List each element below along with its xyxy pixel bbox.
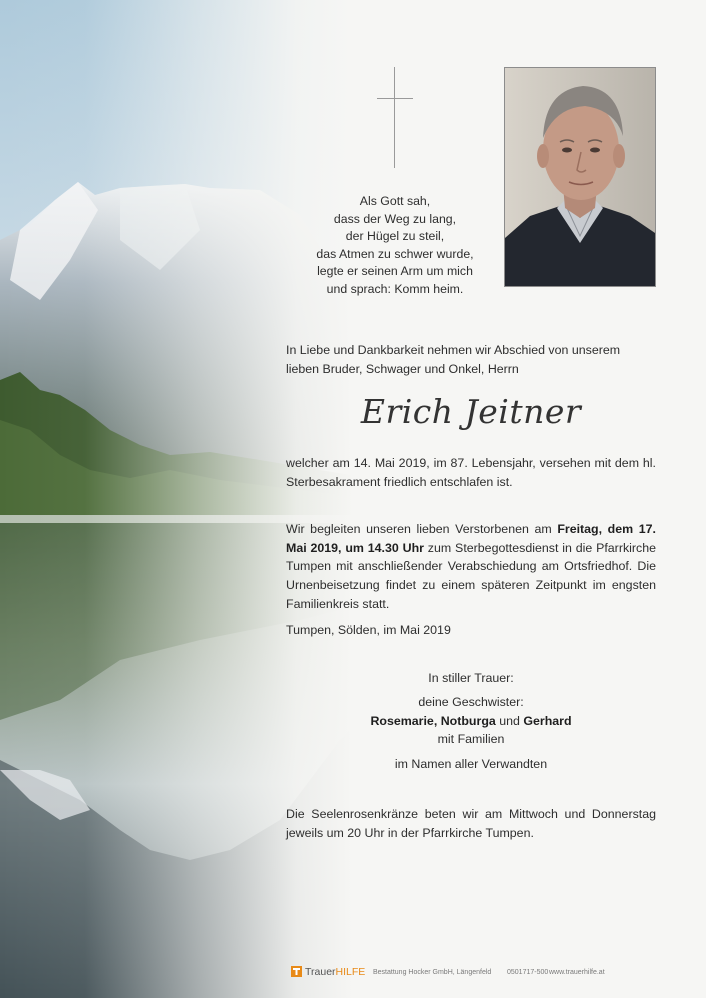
place-date: Tumpen, Sölden, im Mai 2019: [286, 623, 451, 637]
trauerhilfe-logo-icon: [291, 966, 302, 977]
company-name: Bestattung Hocker GmbH, Längenfeld: [373, 969, 492, 976]
website-link[interactable]: www.trauerhilfe.at: [549, 969, 605, 976]
sibling-name: Rosemarie: [370, 713, 434, 728]
death-notice: welcher am 14. Mai 2019, im 87. Lebensjahr, versehen mit dem hl. Sterbesakrament friedlich entschlafen ist.: [286, 456, 656, 489]
mourners-block: [286, 693, 656, 749]
brand-name: [305, 966, 365, 978]
brand-part1: Trauer: [305, 966, 336, 978]
name-conjunction: und: [495, 713, 524, 728]
intro-text: In Liebe und Dankbarkeit nehmen wir Abschied von unserem lieben Bruder, Schwager und Onkel, Herrn: [286, 343, 621, 376]
name-separator: ,: [433, 713, 441, 728]
poem-line: dass der Weg zu lang,: [333, 211, 457, 226]
families-label: mit Familien: [437, 732, 505, 747]
funeral-date-time: Freitag, dem 17. Mai 2019, um 14.30 Uhr: [286, 522, 656, 555]
cross-icon: [377, 67, 413, 168]
portrait-photo: [504, 67, 656, 287]
poem-line: der Hügel zu steil,: [345, 229, 445, 243]
brand-part2: HILFE: [335, 966, 366, 978]
sibling-name: Gerhard: [523, 713, 572, 728]
phone-number: 0501717-500: [507, 969, 549, 976]
funeral-details: [286, 520, 656, 614]
rosary-notice: Die Seelenrosenkränze beten wir am Mittwoch und Donnerstag jeweils um 20 Uhr in der Pfarrkirche Tumpen.: [286, 807, 656, 840]
funeral-text-part1: Wir begleiten unseren lieben Verstorbenen am: [286, 522, 558, 536]
poem-line: das Atmen zu schwer wurde,: [316, 246, 474, 261]
poem: [300, 193, 490, 298]
poem-line: Als Gott sah,: [359, 194, 431, 208]
poem-line: und sprach: Komm heim.: [326, 281, 464, 296]
siblings-label: deine Geschwister:: [418, 695, 524, 709]
sibling-name: Notburga: [440, 713, 496, 728]
footer: [291, 965, 611, 981]
deceased-name: Erich Jeitner: [360, 392, 582, 431]
mourning-heading: In stiller Trauer:: [428, 671, 514, 685]
funeral-text-part2: zum Sterbegottesdienst in die Pfarrkirche Tumpen mit anschließender Verabschiedung am Ortsfriedhof. Die Urnenbeisetzung findet zu einem späteren Zeitpunkt im engsten Familienkreis statt.: [286, 540, 656, 611]
relatives-line: im Namen aller Verwandten: [394, 757, 548, 771]
siblings-names: [286, 712, 656, 731]
poem-line: legte er seinen Arm um mich: [317, 264, 473, 278]
